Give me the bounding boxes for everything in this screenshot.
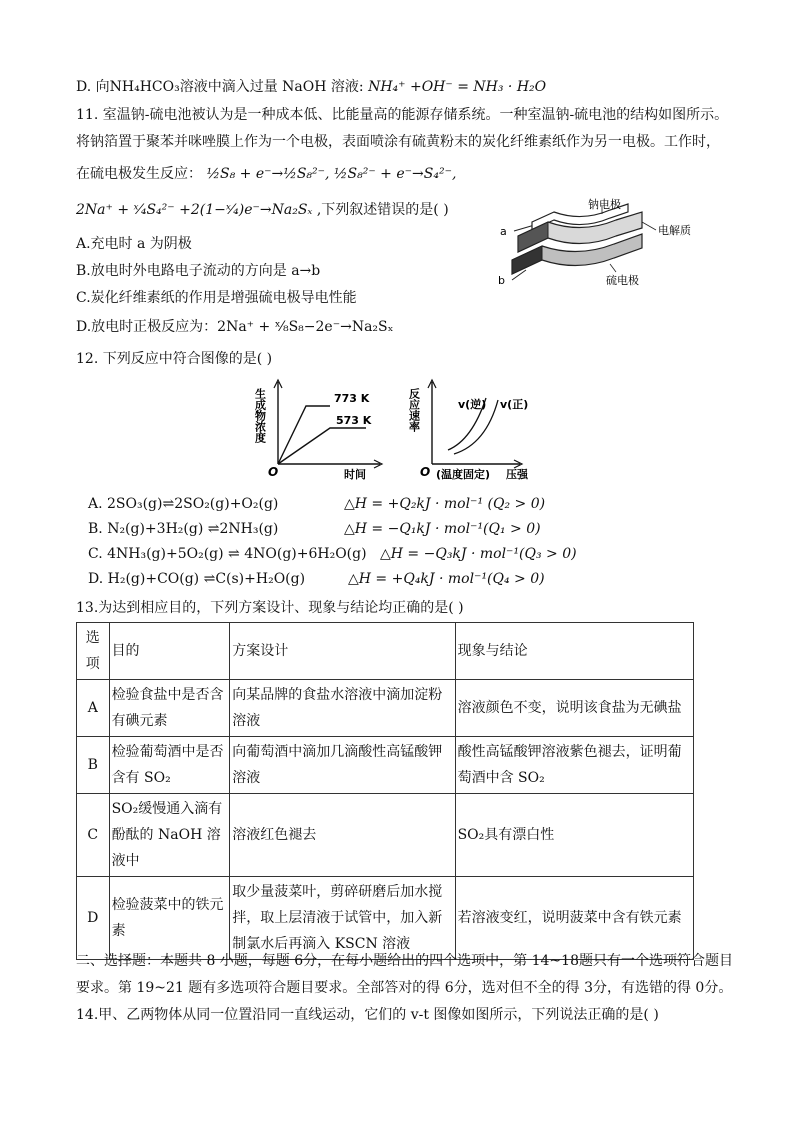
label-b: b: [498, 274, 505, 287]
q11-line3-prefix: 在硫电极发生反应：: [76, 166, 202, 182]
graph1-xlabel: 时间: [344, 468, 366, 481]
q12-option-c-dh: △H = −Q₃kJ · mol⁻¹(Q₃ > 0): [380, 546, 577, 562]
graph1-label-773k: 773 K: [334, 392, 370, 405]
table-cell: 检验葡萄酒中是否含有 SO₂: [109, 737, 230, 794]
table-cell: SO₂具有漂白性: [455, 794, 693, 877]
q11-stem-line1: 11. 室温钠-硫电池被认为是一种成本低、比能量高的能源存储系统。一种室温钠-硫电池的结构如图所示。: [76, 107, 729, 123]
q12-option-b-reaction: B. N₂(g)+3H₂(g) ⇌2NH₃(g): [88, 521, 279, 537]
q14-stem: 14.甲、乙两物体从同一位置沿同一直线运动，它们的 v-t 图像如图所示，下列说法正确的是( ): [76, 1007, 659, 1023]
table-row: [77, 794, 694, 877]
table-row: [77, 877, 694, 960]
q12-option-a-reaction: A. 2SO₃(g)⇌2SO₂(g)+O₂(g): [88, 496, 279, 512]
q11-line4-equation: 2Na⁺ + ˣ⁄₄S₄²⁻ +2(1−ˣ⁄₄)e⁻→Na₂Sₓ: [76, 202, 313, 218]
table-header-row: [77, 623, 694, 680]
battery-figure: [492, 198, 702, 290]
table-header-cell: 选项: [77, 623, 110, 680]
graph2-label-reverse: v(逆): [458, 398, 487, 411]
q12-option-a-dh: △H = +Q₂kJ · mol⁻¹ (Q₂ > 0): [344, 496, 546, 512]
q13-stem: 13.为达到相应目的，下列方案设计、现象与结论均正确的是( ): [76, 600, 464, 616]
table-cell: C: [77, 794, 110, 877]
q12-stem: 12. 下列反应中符合图像的是( ): [76, 351, 273, 367]
q10-option-d-text: D. 向NH₄HCO₃溶液中滴入过量 NaOH 溶液:: [76, 79, 364, 95]
graph1-ylabel: 生成物浓度: [253, 388, 267, 443]
table-cell: 取少量菠菜叶，剪碎研磨后加水搅拌，取上层清液于试管中，加入新制氯水后再滴入 KSCN 溶液: [230, 877, 455, 960]
table-cell: B: [77, 737, 110, 794]
table-row: [77, 680, 694, 737]
label-sodium-electrode: 钠电极: [588, 198, 621, 211]
table-cell: 若溶液变红，说明菠菜中含有铁元素: [455, 877, 693, 960]
graph1-label-573k: 573 K: [336, 414, 372, 427]
q12-option-d-reaction: D. H₂(g)+CO(g) ⇌C(s)+H₂O(g): [88, 571, 306, 587]
section2-line2: 要求。第 19~21 题有多选项符合题目要求。全部答对的得 6分，选对但不全的得 3分，有选错的得 0分。: [76, 980, 733, 996]
table-cell: 酸性高锰酸钾溶液紫色褪去，证明葡萄酒中含 SO₂: [455, 737, 693, 794]
table-cell: 向葡萄酒中滴加几滴酸性高锰酸钾溶液: [230, 737, 455, 794]
graph2-xlabel: 压强: [506, 468, 528, 481]
table-cell: A: [77, 680, 110, 737]
table-cell: 检验食盐中是否含有碘元素: [109, 680, 230, 737]
table-cell: 溶液颜色不变，说明该食盐为无碘盐: [455, 680, 693, 737]
label-sulfur-electrode: 硫电极: [606, 274, 639, 287]
q12-option-c-reaction: C. 4NH₃(g)+5O₂(g) ⇌ 4NO(g)+6H₂O(g): [88, 546, 367, 562]
table-cell: 检验菠菜中的铁元素: [109, 877, 230, 960]
graph1-line-773k: [278, 406, 330, 464]
graph1-origin: O: [268, 465, 279, 479]
q12-graph-rate: [407, 378, 540, 482]
table-cell: 向某品牌的食盐水溶液中滴加淀粉溶液: [230, 680, 455, 737]
table-cell: 溶液红色褪去: [230, 794, 455, 877]
table-header-cell: 目的: [109, 623, 230, 680]
q12-option-b-dh: △H = −Q₁kJ · mol⁻¹(Q₁ > 0): [344, 521, 541, 537]
table-row: [77, 737, 694, 794]
label-a: a: [500, 225, 507, 238]
q11-line4-suffix: ,下列叙述错误的是( ): [316, 202, 449, 218]
q11-stem-line4: [76, 199, 449, 219]
q12-option-d-dh: △H = +Q₄kJ · mol⁻¹(Q₄ > 0): [348, 571, 545, 587]
q10-option-d-equation: NH₄⁺ +OH⁻ = NH₃ · H₂O: [368, 79, 547, 95]
graph1-line-573k: [278, 428, 366, 464]
table-header-cell: 现象与结论: [455, 623, 693, 680]
label-electrolyte: 电解质: [658, 224, 691, 237]
graph2-origin: O: [420, 465, 431, 479]
q11-option-b: B.放电时外电路电子流动的方向是 a→b: [76, 263, 321, 279]
graph2-ylabel: 反应速率: [407, 388, 421, 432]
q11-stem-line3: [76, 163, 456, 183]
q11-option-c: C.炭化纤维素纸的作用是增强硫电极导电性能: [76, 290, 357, 306]
graph2-note: (温度固定): [436, 468, 491, 481]
q11-option-a: A.充电时 a 为阴极: [76, 236, 192, 252]
section2-line1: 二、选择题：本题共 8 小题，每题 6分，在每小题给出的四个选项中，第 14~18题只有一个选项符合题目: [76, 953, 733, 969]
table-cell: SO₂缓慢通入滴有酚酞的 NaOH 溶液中: [109, 794, 230, 877]
q11-stem-line2: 将钠箔置于聚苯并咪唑膜上作为一个电极，表面喷涂有硫黄粉末的炭化纤维素纸作为另一电极。工作时，: [76, 134, 720, 150]
q11-line3-equation: ½S₈ + e⁻→½S₈²⁻, ½S₈²⁻ + e⁻→S₄²⁻,: [206, 166, 457, 182]
q11-option-d: D.放电时正极反应为：2Na⁺ + ˣ⁄₈S₈−2e⁻→Na₂Sₓ: [76, 319, 394, 335]
table-cell: D: [77, 877, 110, 960]
q12-graph-concentration: [253, 378, 386, 482]
q10-option-d: [76, 76, 546, 96]
graph2-label-forward: v(正): [500, 398, 529, 411]
q13-table: [76, 622, 694, 960]
table-header-cell: 方案设计: [230, 623, 455, 680]
